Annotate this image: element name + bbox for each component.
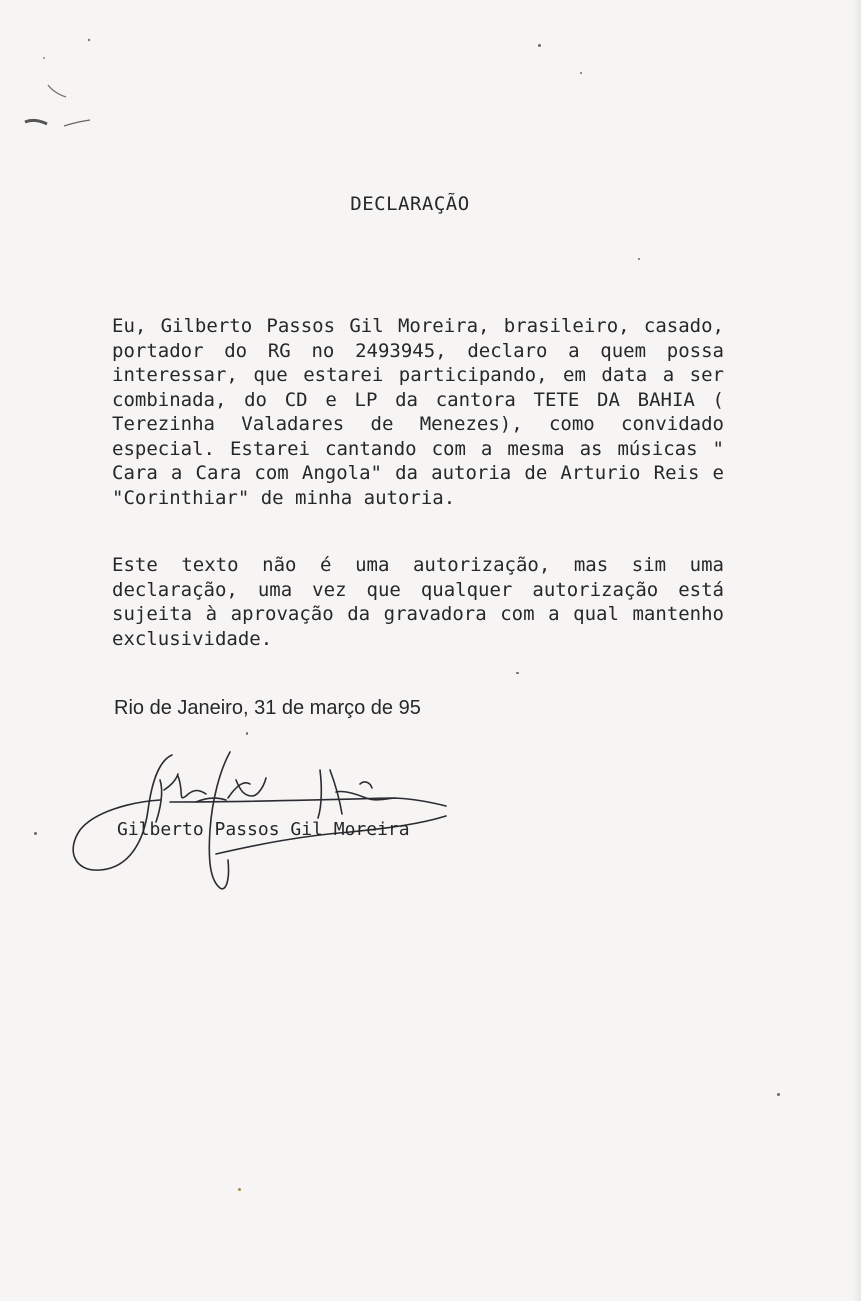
text-line: "Corinthiar" de minha autoria. (112, 486, 456, 509)
text-line: exclusividade. (112, 627, 273, 650)
text-line: Cara a Cara com Angola" da autoria de Arturio Reis e (112, 462, 724, 484)
paragraph-clarification (112, 553, 724, 651)
paper-speck (246, 732, 248, 735)
signer-name: Gilberto Passos Gil Moreira (117, 819, 410, 840)
paragraph-declaration (112, 314, 724, 510)
paper-speck (34, 832, 37, 835)
paper-speck (580, 72, 582, 74)
text-line: Eu, Gilberto Passos Gil Moreira, brasileiro, casado, (112, 315, 724, 337)
place-and-date: Rio de Janeiro, 31 de março de 95 (114, 697, 421, 719)
paper-speck (238, 1188, 241, 1191)
paper-speck (516, 672, 519, 674)
text-line: Terezinha Valadares de Menezes), como convidado (112, 413, 724, 435)
text-line: sujeita à aprovação da gravadora com a qual mantenho (112, 603, 724, 625)
paper-speck (638, 258, 640, 260)
document-title: DECLARAÇÃO (350, 193, 470, 215)
paper-speck (777, 1093, 780, 1096)
text-line: portador do RG no 2493945, declaro a quem possa (112, 339, 724, 362)
scan-marks-graphic (20, 30, 110, 140)
text-line: combinada, do CD e LP da cantora TETE DA BAHIA ( (112, 388, 724, 411)
paper-speck (538, 44, 541, 47)
text-line: declaração, uma vez que qualquer autorização está (112, 578, 724, 601)
text-line: especial. Estarei cantando com a mesma as músicas " (112, 437, 724, 460)
text-line: interessar, que estarei participando, em data a ser (112, 364, 724, 386)
page-edge-shadow (853, 0, 861, 1301)
text-line: Este texto não é uma autorização, mas sim uma (112, 554, 724, 576)
